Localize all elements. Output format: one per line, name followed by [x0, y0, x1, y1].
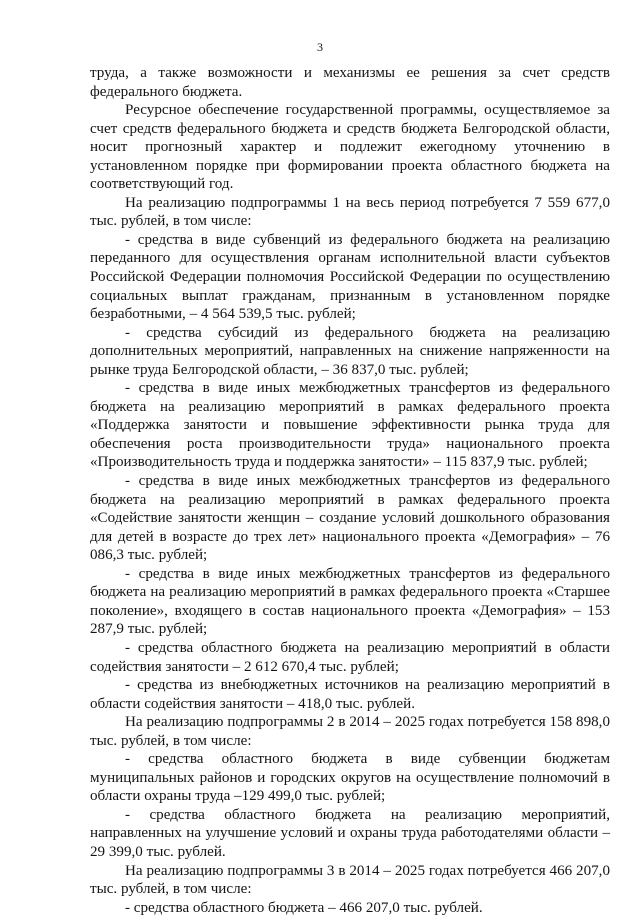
- page-number: 3: [317, 40, 323, 54]
- paragraph-9: - средства областного бюджета на реализацию мероприятий в области содействия занятости – 2 612 670,4 тыс. рублей;: [90, 639, 610, 675]
- paragraph-2: Ресурсное обеспечение государственной программы, осуществляемое за счет средств федерального бюджета и средств бюджета Белгородской области, носит прогнозный характер и подлежит ежегодному уточнению в установленном порядке при формировании проекта областного бюджета на соответствующий год.: [90, 102, 610, 193]
- paragraph-14: На реализацию подпрограммы 3 в 2014 – 2025 годах потребуется 466 207,0 тыс. рублей, в том числе:: [90, 862, 610, 898]
- paragraph-7: - средства в виде иных межбюджетных трансфертов из федерального бюджета на реализацию мероприятий в рамках федерального проекта «Содействие занятости женщин – создание условий дошкольного образования для детей в возрасте до трех лет» национального проекта «Демография» – 76 086,3 тыс. рублей;: [90, 473, 610, 564]
- paragraph-10: - средства из внебюджетных источников на реализацию мероприятий в области содействия занятости – 418,0 тыс. рублей.: [90, 677, 610, 712]
- paragraph-6: - средства в виде иных межбюджетных трансфертов из федерального бюджета на реализацию мероприятий в рамках федерального проекта «Поддержка занятости и повышение эффективности рынка труда для обеспечения роста производительности труда» национального проекта «Производительность труда и поддержка занятости» – 115 837,9 тыс. рублей;: [90, 380, 610, 471]
- paragraph-13: - средства областного бюджета на реализацию мероприятий, направленных на улучшение условий и охраны труда работодателями области – 29 399,0 тыс. рублей.: [90, 806, 610, 860]
- paragraph-12: - средства областного бюджета в виде субвенции бюджетам муниципальных районов и городских округов на осуществление полномочий в области охраны труда –129 499,0 тыс. рублей;: [90, 751, 610, 805]
- paragraph-3: На реализацию подпрограммы 1 на весь период потребуется 7 559 677,0 тыс. рублей, в том числе:: [90, 194, 610, 230]
- paragraph-5: - средства субсидий из федерального бюджета на реализацию дополнительных мероприятий, направленных на снижение напряженности на рынке труда Белгородской области, – 36 837,0 тыс. рублей;: [90, 324, 610, 378]
- paragraph-8: - средства в виде иных межбюджетных трансфертов из федерального бюджета на реализацию мероприятий в рамках федерального проекта «Старшее поколение», входящего в состав национального проекта «Демография» – 153 287,9 тыс. рублей;: [90, 565, 610, 638]
- paragraph-11: На реализацию подпрограммы 2 в 2014 – 2025 годах потребуется 158 898,0 тыс. рублей, в том числе:: [90, 714, 610, 749]
- paragraph-15: - средства областного бюджета – 466 207,0 тыс. рублей.: [125, 899, 483, 916]
- paragraph-4: - средства в виде субвенций из федерального бюджета на реализацию переданного для осуществления органам исполнительной власти субъектов Российской Федерации полномочия Российской Федерации по осуществлению социальных выплат гражданам, признанным в установленном порядке безработными, – 4 564 539,5 тыс. рублей;: [90, 231, 610, 323]
- paragraph-1: труда, а также возможности и механизмы ее решения за счет средств федерального бюджета.: [90, 65, 610, 100]
- document-body: [90, 64, 610, 917]
